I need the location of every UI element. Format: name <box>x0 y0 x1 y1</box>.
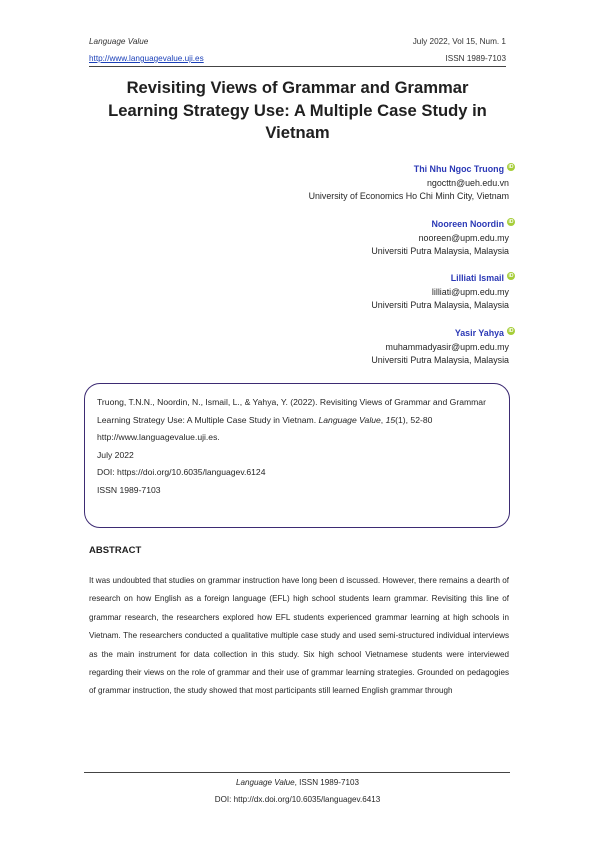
orcid-icon[interactable]: iD <box>508 328 514 334</box>
author-name[interactable]: Nooreen Noordin <box>431 219 504 229</box>
running-head-journal: Language Value <box>89 37 149 46</box>
author-name[interactable]: Lilliati Ismail <box>450 273 504 283</box>
author-block-3 <box>371 272 514 313</box>
author-affiliation: Universiti Putra Malaysia, Malaysia <box>371 355 509 365</box>
author-name[interactable]: Yasir Yahya <box>454 328 504 338</box>
author-email: ngocttn@ueh.edu.vn <box>426 177 509 188</box>
citation-issn: ISSN 1989-7103 <box>97 484 161 495</box>
orcid-icon[interactable]: iD <box>508 219 514 225</box>
author-block-1 <box>308 163 514 204</box>
abstract-text: It was undoubted that studies on grammar instruction have long been d iscussed. However, there remains a dearth of research on how English as a foreign language (EFL) high school students learn grammar. Revisiting this line of grammar research, the researchers explored how EFL students experienced grammar learning at high schools in Vietnam. The researchers conducted a qualitative multiple case study and used semi-structured individual interviews as the main instrument for data collection in this study. Six high school Vietnamese students were interviewed regarding their views on the role of grammar and their use of grammar learning strategies. Grounded on pedagogies of grammar instruction, the study showed that most participants still learned English grammar through <box>89 576 509 696</box>
paper-title: Revisiting Views of Grammar and Grammar Learning Strategy Use: A Multiple Case Study in Vietnam <box>108 78 487 142</box>
footer-doi: DOI: http://dx.doi.org/10.6035/languagev.6413 <box>214 795 381 804</box>
author-affiliation: Universiti Putra Malaysia, Malaysia <box>371 246 509 256</box>
author-email: nooreen@upm.edu.my <box>418 232 509 243</box>
author-affiliation: University of Economics Ho Chi Minh City, Vietnam <box>308 191 509 201</box>
abstract-heading: ABSTRACT <box>89 545 142 556</box>
citation-reference: Truong, T.N.N., Noordin, N., Ismail, L., & Yahya, Y. (2022). Revisiting Views of Grammar and Grammar Learning Strategy Use: A Multiple Case Study in Vietnam. Language Value, 15(1), 52-80 http://www.languagevalue.uji.es. <box>97 397 486 442</box>
citation-doi[interactable]: DOI: https://doi.org/10.6035/languagev.6124 <box>97 467 266 477</box>
author-block-2 <box>371 218 514 259</box>
orcid-icon[interactable]: iD <box>508 164 514 170</box>
citation-date: July 2022 <box>97 449 134 460</box>
author-email: lilliati@upm.edu.my <box>431 286 509 297</box>
journal-url-link[interactable]: http://www.languagevalue.uji.es <box>89 54 204 63</box>
running-head-issue: July 2022, Vol 15, Num. 1 <box>412 37 506 46</box>
author-affiliation: Universiti Putra Malaysia, Malaysia <box>371 300 509 310</box>
running-head-issn: ISSN 1989-7103 <box>445 54 506 63</box>
orcid-icon[interactable]: iD <box>508 273 514 279</box>
author-email: muhammadyasir@upm.edu.my <box>385 341 509 352</box>
header-divider <box>89 66 506 67</box>
author-block-4 <box>371 327 514 368</box>
author-name[interactable]: Thi Nhu Ngoc Truong <box>413 164 504 174</box>
footer-journal-line: Language Value, ISSN 1989-7103 <box>235 778 359 787</box>
citation-box <box>84 383 510 528</box>
footer-divider <box>84 772 510 773</box>
